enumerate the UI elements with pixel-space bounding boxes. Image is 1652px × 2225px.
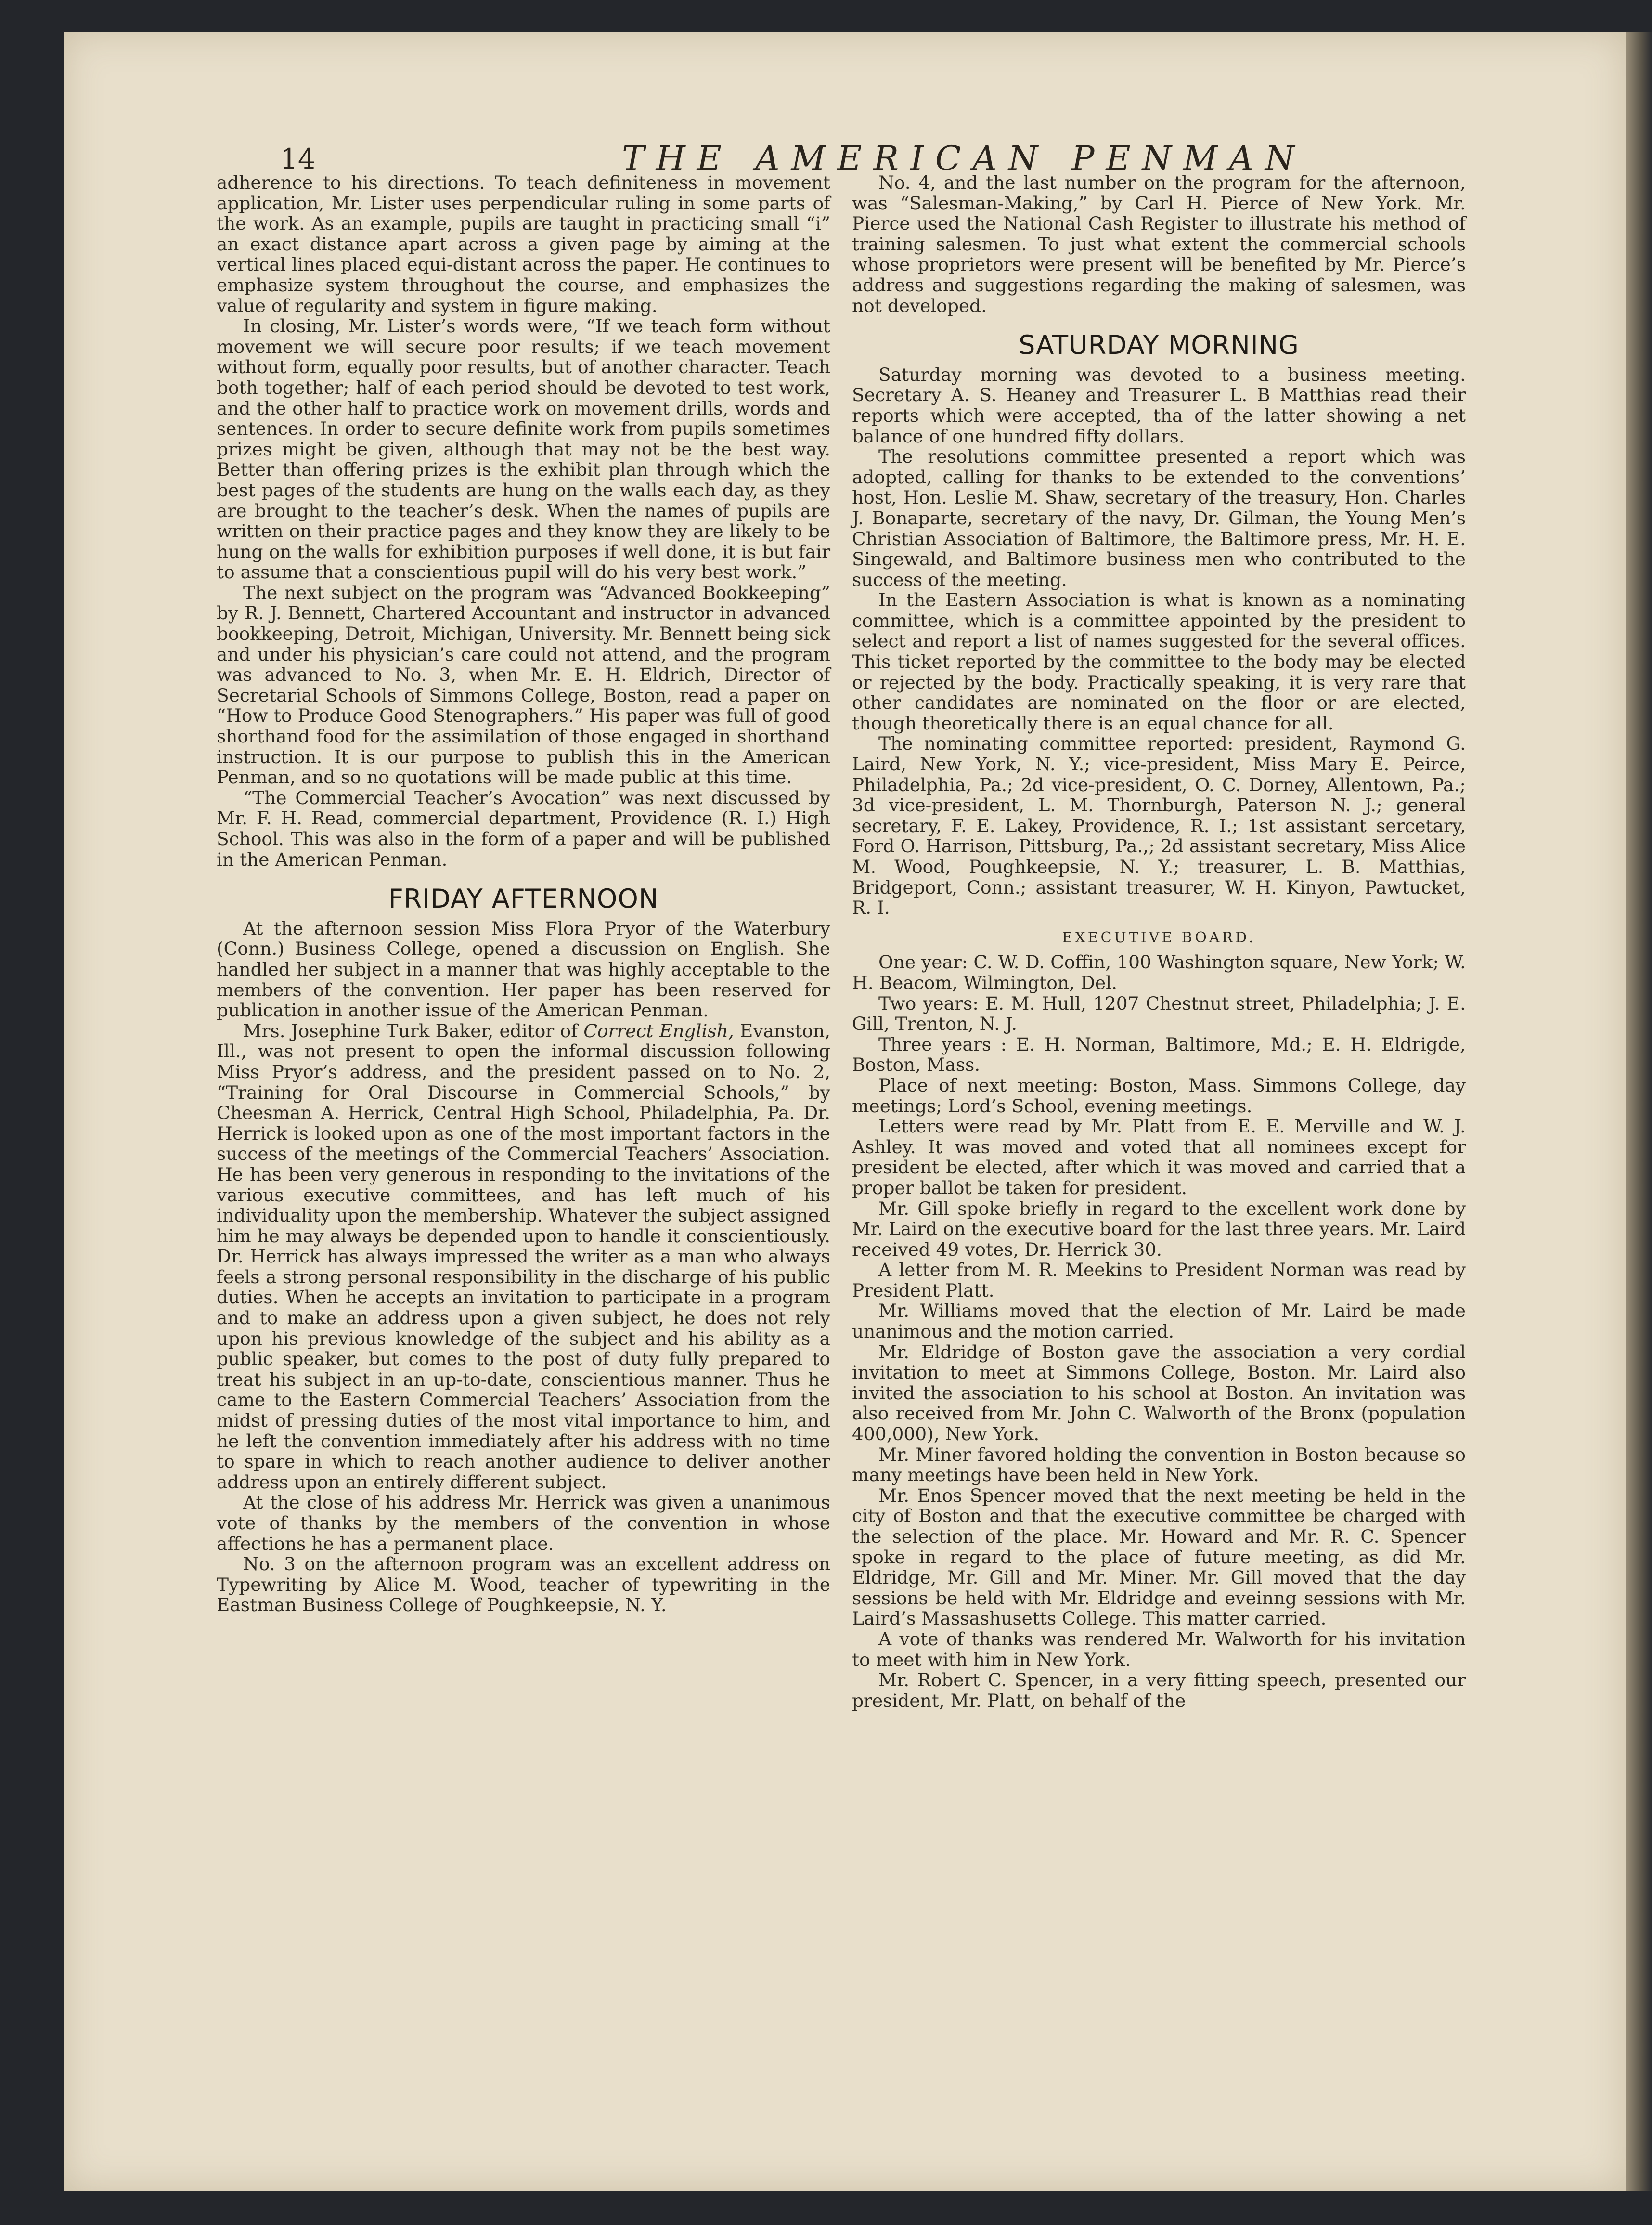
left-column: [217, 172, 830, 1615]
paragraph: Two years: E. M. Hull, 1207 Chestnut street, Philadelphia; J. E. Gill, Trenton, N. J.: [852, 992, 1466, 1035]
paragraph: In closing, Mr. Lister’s words were, “If we teach form without movement we will secure poor results; if we teach movement without form, equally poor results, but of another character. Teach both together; half of each period should be devoted to test work, and the other half to practice work on movement drills, words and sentences. In order to secure definite work from pupils sometimes prizes might be given, although that may not be the best way. Better than offering prizes is the exhibit plan through which the best pages of the students are hung on the walls each day, as they are brought to the teacher’s desk. When the names of pupils are written on their practice pages and they know they are likely to be hung on the walls for exhibition purposes if well done, it is but fair to assume that a conscientious pupil will do his very best work.”: [217, 315, 830, 583]
paragraph: Place of next meeting: Boston, Mass. Simmons College, day meetings; Lord’s School, evening meetings.: [852, 1074, 1466, 1117]
right-column: [852, 172, 1466, 1711]
paragraph: The nominating committee reported: president, Raymond G. Laird, New York, N. Y.; vice-president, Miss Mary E. Peirce, Philadelphia, Pa.; 2d vice-president, O. C. Dorney, Allentown, Pa.; 3d vice-president, L. M. Thornburgh, Paterson N. J.; general secretary, F. E. Lakey, Providence, R. I.; 1st assistant sercetary, Ford O. Harrison, Pittsburg, Pa.,; 2d assistant secretary, Miss Alice M. Wood, Poughkeepsie, N. Y.; treasurer, L. B. Matthias, Bridgeport, Conn.; assistant treasurer, W. H. Kinyon, Pawtucket, R. I.: [852, 733, 1466, 919]
paragraph: adherence to his directions. To teach definiteness in movement application, Mr. Lister uses perpendicular ruling in some parts of the work. As an example, pupils are taught in practicing small “i” an exact distance apart across a given page by aiming at the vertical lines placed equi-distant across the paper. He continues to emphasize system throughout the course, and emphasizes the value of regularity and system in figure making.: [217, 172, 830, 316]
page-number: 14: [280, 143, 316, 175]
page-gutter: [1626, 32, 1652, 2191]
section-heading-saturday-morning: SATURDAY MORNING: [1019, 330, 1299, 361]
paragraph: At the close of his address Mr. Herrick was given a unanimous vote of thanks by the members of the convention in whose affections he has a permanent place.: [217, 1492, 830, 1554]
paragraph: A letter from M. R. Meekins to President Norman was read by President Platt.: [852, 1259, 1466, 1301]
paragraph: No. 3 on the afternoon program was an excellent address on Typewriting by Alice M. Wood, teacher of typewriting in the Eastman Business College of Poughkeepsie, N. Y.: [217, 1553, 830, 1616]
paragraph: Mr. Miner favored holding the convention in Boston because so many meetings have been held in New York.: [852, 1444, 1466, 1486]
paragraph: One year: C. W. D. Coffin, 100 Washington square, New York; W. H. Beacom, Wilmington, Del.: [852, 951, 1466, 993]
paragraph: Mr. Eldridge of Boston gave the association a very cordial invitation to meet at Simmons College, Boston. Mr. Laird also invited the association to his school at Boston. An invitation was also received from Mr. John C. Walworth of the Bronx (population 400,000), New York.: [852, 1341, 1466, 1445]
paragraph: No. 4, and the last number on the program for the afternoon, was “Salesman-Making,” by Carl H. Pierce of New York. Mr. Pierce used the National Cash Register to illustrate his method of training salesmen. To just what extent the commercial schools whose proprietors were present will be benefited by Mr. Pierce’s address and suggestions regarding the making of salesmen, was not developed.: [852, 172, 1466, 316]
paragraph: The resolutions committee presented a report which was adopted, calling for thanks to be extended to the conventions’ host, Hon. Leslie M. Shaw, secretary of the treasury, Hon. Charles J. Bonaparte, secretary of the navy, Dr. Gilman, the Young Men’s Christian Association of Baltimore, the Baltimore press, Mr. H. E. Singewald, and Baltimore business men who contributed to the success of the meeting.: [852, 446, 1466, 590]
paragraph: In the Eastern Association is what is known as a nominating committee, which is a committee appointed by the president to select and report a list of names suggested for the several offices. This ticket reported by the committee to the body may be elected or rejected by the body. Practically speaking, it is very rare that other candidates are nominated on the floor or are elected, though theoretically there is an equal chance for all.: [852, 589, 1466, 734]
paragraph: “The Commercial Teacher’s Avocation” was next discussed by Mr. F. H. Read, commercial department, Providence (R. I.) High School. This was also in the form of a paper and will be published in the American Penman.: [217, 787, 830, 870]
paragraph: At the afternoon session Miss Flora Pryor of the Waterbury (Conn.) Business College, opened a discussion on English. She handled her subject in a manner that was highly acceptable to the members of the convention. Her paper has been reserved for publication in another issue of the American Penman.: [217, 917, 830, 1021]
paragraph: Mr. Williams moved that the election of Mr. Laird be made unanimous and the motion carried.: [852, 1300, 1466, 1342]
paragraph: Three years : E. H. Norman, Baltimore, Md.; E. H. Eldrigde, Boston, Mass.: [852, 1033, 1466, 1076]
paragraph: Mr. Enos Spencer moved that the next meeting be held in the city of Boston and that the executive committee be charged with the selection of the place. Mr. Howard and Mr. R. C. Spencer spoke in regard to the place of future meeting, as did Mr. Eldridge, Mr. Gill and Mr. Miner. Mr. Gill moved that the day sessions be held with Mr. Eldridge and eveinng sessions with Mr. Laird’s Massashusetts College. This matter carried.: [852, 1484, 1466, 1629]
paragraph: Mr. Gill spoke briefly in regard to the excellent work done by Mr. Laird on the executive board for the last three years. Mr. Laird received 49 votes, Dr. Herrick 30.: [852, 1197, 1466, 1260]
paragraph: Saturday morning was devoted to a business meeting. Secretary A. S. Heaney and Treasurer L. B Matthias read their reports which were accepted, tha of the latter showing a net balance of one hundred fifty dollars.: [852, 364, 1466, 447]
subheading-executive-board: EXECUTIVE BOARD.: [1062, 929, 1256, 946]
paragraph: [217, 1021, 830, 1493]
running-title: THE AMERICAN PENMAN: [622, 139, 1306, 178]
paragraph: A vote of thanks was rendered Mr. Walworth for his invitation to meet with him in New York.: [852, 1628, 1466, 1670]
paragraph: Letters were read by Mr. Platt from E. E. Merville and W. J. Ashley. It was moved and voted that all nominees except for president be elected, after which it was moved and carried that a proper ballot be taken for president.: [852, 1116, 1466, 1198]
text-run: Mrs. Josephine Turk Baker, editor of: [243, 1020, 584, 1041]
text-run: Evanston, Ill., was not present to open the informal discussion following Miss Pryor’s address, and the president passed on to No. 2, “Training for Oral Discourse in Commercial Schools,” by Cheesman A. Herrick, Central High School, Philadelphia, Pa. Dr. Herrick is looked upon as one of the most important factors in the success of the meetings of the Commercial Teachers’ Association. He has been very generous in responding to the invitations of the various executive committees, and has left much of his individuality upon the membership. Whatever the subject assigned him he may always be depended upon to handle it conscientiously. Dr. Herrick has always impressed the writer as a man who always feels a strong personal responsibility in the discharge of his public duties. When he accepts an invitation to participate in a program and to make an address upon a given subject, he does not rely upon his previous knowledge of the subject and his ability as a public speaker, but comes to the post of duty fully prepared to treat his subject in an up-to-date, conscientious manner. Thus he came to the Eastern Commercial Teachers’ Association from the midst of pressing duties of the most vital importance to him, and he left the convention immediately after his address with no time to spare in which to reach another audience to deliver another address upon an entirely different subject.: [217, 1020, 831, 1493]
paragraph: The next subject on the program was “Advanced Bookkeeping” by R. J. Bennett, Chartered Accountant and instructor in advanced bookkeeping, Detroit, Michigan, University. Mr. Bennett being sick and under his physician’s care could not attend, and the program was advanced to No. 3, when Mr. E. H. Eldrich, Director of Secretarial Schools of Simmons College, Boston, read a paper on “How to Produce Good Stenographers.” His paper was full of good shorthand food for the assimilation of those engaged in shorthand instruction. It is our purpose to publish this in the American Penman, and so no quotations will be made public at this time.: [217, 582, 830, 788]
section-heading-friday-afternoon: FRIDAY AFTERNOON: [388, 884, 659, 914]
italic-publication-title: Correct English,: [583, 1020, 734, 1041]
paragraph: Mr. Robert C. Spencer, in a very fitting speech, presented our president, Mr. Platt, on behalf of the: [852, 1669, 1466, 1711]
